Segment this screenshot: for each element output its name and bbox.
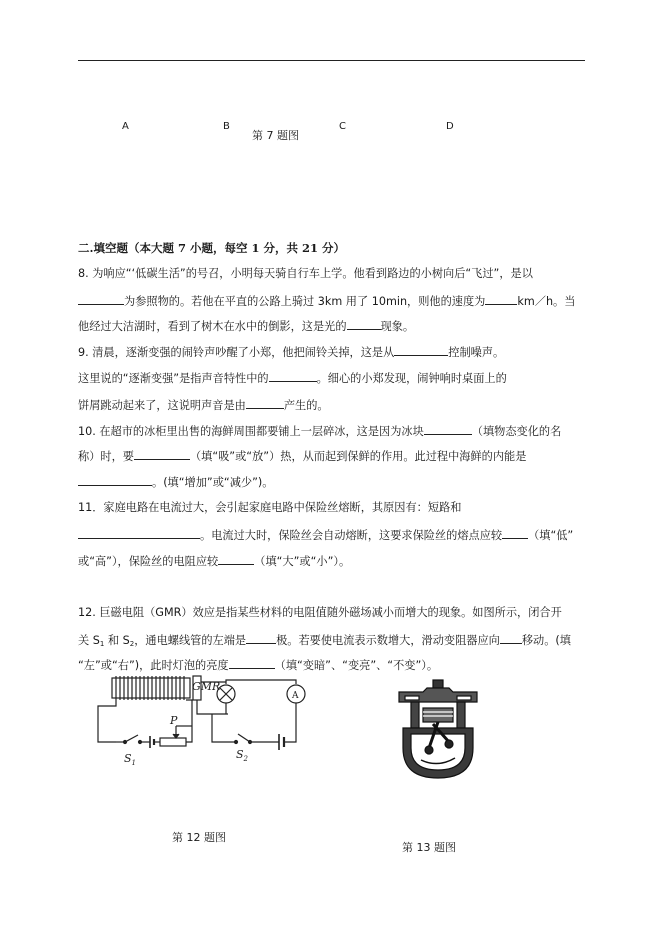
q12-blank-3[interactable] [229, 657, 275, 669]
switch-s2 [238, 734, 250, 742]
q8-blank-3[interactable] [347, 318, 381, 330]
q7-caption: 第 7 题图 [252, 129, 299, 142]
q8-blank-2[interactable] [485, 293, 517, 305]
left-wire [98, 700, 116, 742]
q10-blank-3[interactable] [78, 474, 152, 486]
q11-blank-2[interactable] [502, 527, 528, 539]
q7-option-d: D [446, 121, 454, 132]
slider-label: P [170, 714, 178, 727]
q11-blank-3[interactable] [218, 553, 254, 565]
q9-line-1: 9. 清晨，逐渐变强的闹铃声吵醒了小郑，他把闹铃关掉，这是从 控制噪声。 [78, 346, 505, 359]
figure-13-engine [393, 678, 483, 782]
q7-option-a: A [122, 121, 129, 132]
q9-line-2: 这里说的“逐渐变强”是指声音特性中的 。细心的小郑发现，闹钟响时桌面上的 [78, 372, 507, 385]
q7-option-b: B [223, 121, 230, 132]
q9-line-3: 饼屑跳动起来了，这说明声音是由 产生的。 [78, 399, 329, 412]
q12-blank-2[interactable] [500, 632, 522, 644]
s2-label: $S_2$ [236, 748, 249, 763]
q12-line-3: “左”或“右”)，此时灯泡的亮度 （填“变暗”、“变亮”、“不变”）。 [78, 659, 439, 672]
section-heading: 二.填空题（本大题 7 小题，每空 1 分，共 21 分） [78, 241, 346, 255]
q8-line-2: 为参照物的。若他在平直的公路上骑过 3km 用了 10min，则他的速度为 km／h。当 [78, 293, 575, 309]
q8-line-1: 8. 为响应“‘低碳生活”的号召，小明每天骑自行车上学。他看到路边的小树向后“飞过”，是以 [78, 267, 533, 280]
q11-blank-1[interactable] [78, 527, 200, 539]
switch-s1 [125, 735, 138, 742]
q8-blank-1[interactable] [78, 293, 124, 305]
q12-blank-1[interactable] [246, 632, 276, 644]
q10-line-2: 称）时，要 （填“吸”或“放”）热，从而起到保鲜的作用。此过程中海鲜的内能是 [78, 450, 527, 463]
q8-line-3: 他经过大洁湖时，看到了树木在水中的倒影，这是光的 现象。 [78, 320, 415, 333]
q9-blank-3[interactable] [246, 397, 284, 409]
q10-line-3: 。(填“增加”或“减少”)。 [78, 474, 273, 490]
ammeter-label: A [292, 691, 299, 701]
q7-option-c: C [339, 121, 346, 132]
gmr-label: GMR [192, 680, 221, 693]
solenoid-coil [116, 676, 184, 700]
figure-12-caption: 第 12 题图 [172, 831, 226, 844]
figure-12-circuit [88, 670, 328, 770]
spark-plug [433, 680, 443, 688]
q12-line-2: 关 $S_1$ 和 $S_2$，通电螺线管的左端是 极。若要使电流表示数增大，滑动变阻器应向 移动。(填 [78, 634, 571, 648]
q10-line-1: 10. 在超市的冰柜里出售的海鲜周围都要铺上一层碎冰，这是因为冰块 （填物态变化的名 [78, 425, 562, 438]
q11-line-3: 或“高”），保险丝的电阻应较 （填“大”或“小”）。 [78, 555, 351, 568]
q9-blank-2[interactable] [269, 370, 317, 382]
q12-line-1: 12. 巨磁电阻（GMR）效应是指某些材料的电阻值随外磁场减小而增大的现象。如图所示，闭合开 [78, 606, 562, 619]
q11-line-2: 。电流过大时，保险丝会自动熔断，这要求保险丝的熔点应较 （填“低” [78, 527, 573, 543]
s1-label: $S_1$ [124, 752, 137, 767]
rheostat [160, 738, 186, 746]
q11-line-1: 11．家庭电路在电流过大，会引起家庭电路中保险丝熔断，其原因有：短路和 [78, 501, 462, 514]
q10-blank-1[interactable] [424, 423, 472, 435]
figure-13-caption: 第 13 题图 [402, 841, 456, 854]
header-rule [78, 60, 585, 61]
q10-blank-2[interactable] [134, 448, 190, 460]
q9-blank-1[interactable] [394, 344, 448, 356]
piston [423, 708, 453, 722]
